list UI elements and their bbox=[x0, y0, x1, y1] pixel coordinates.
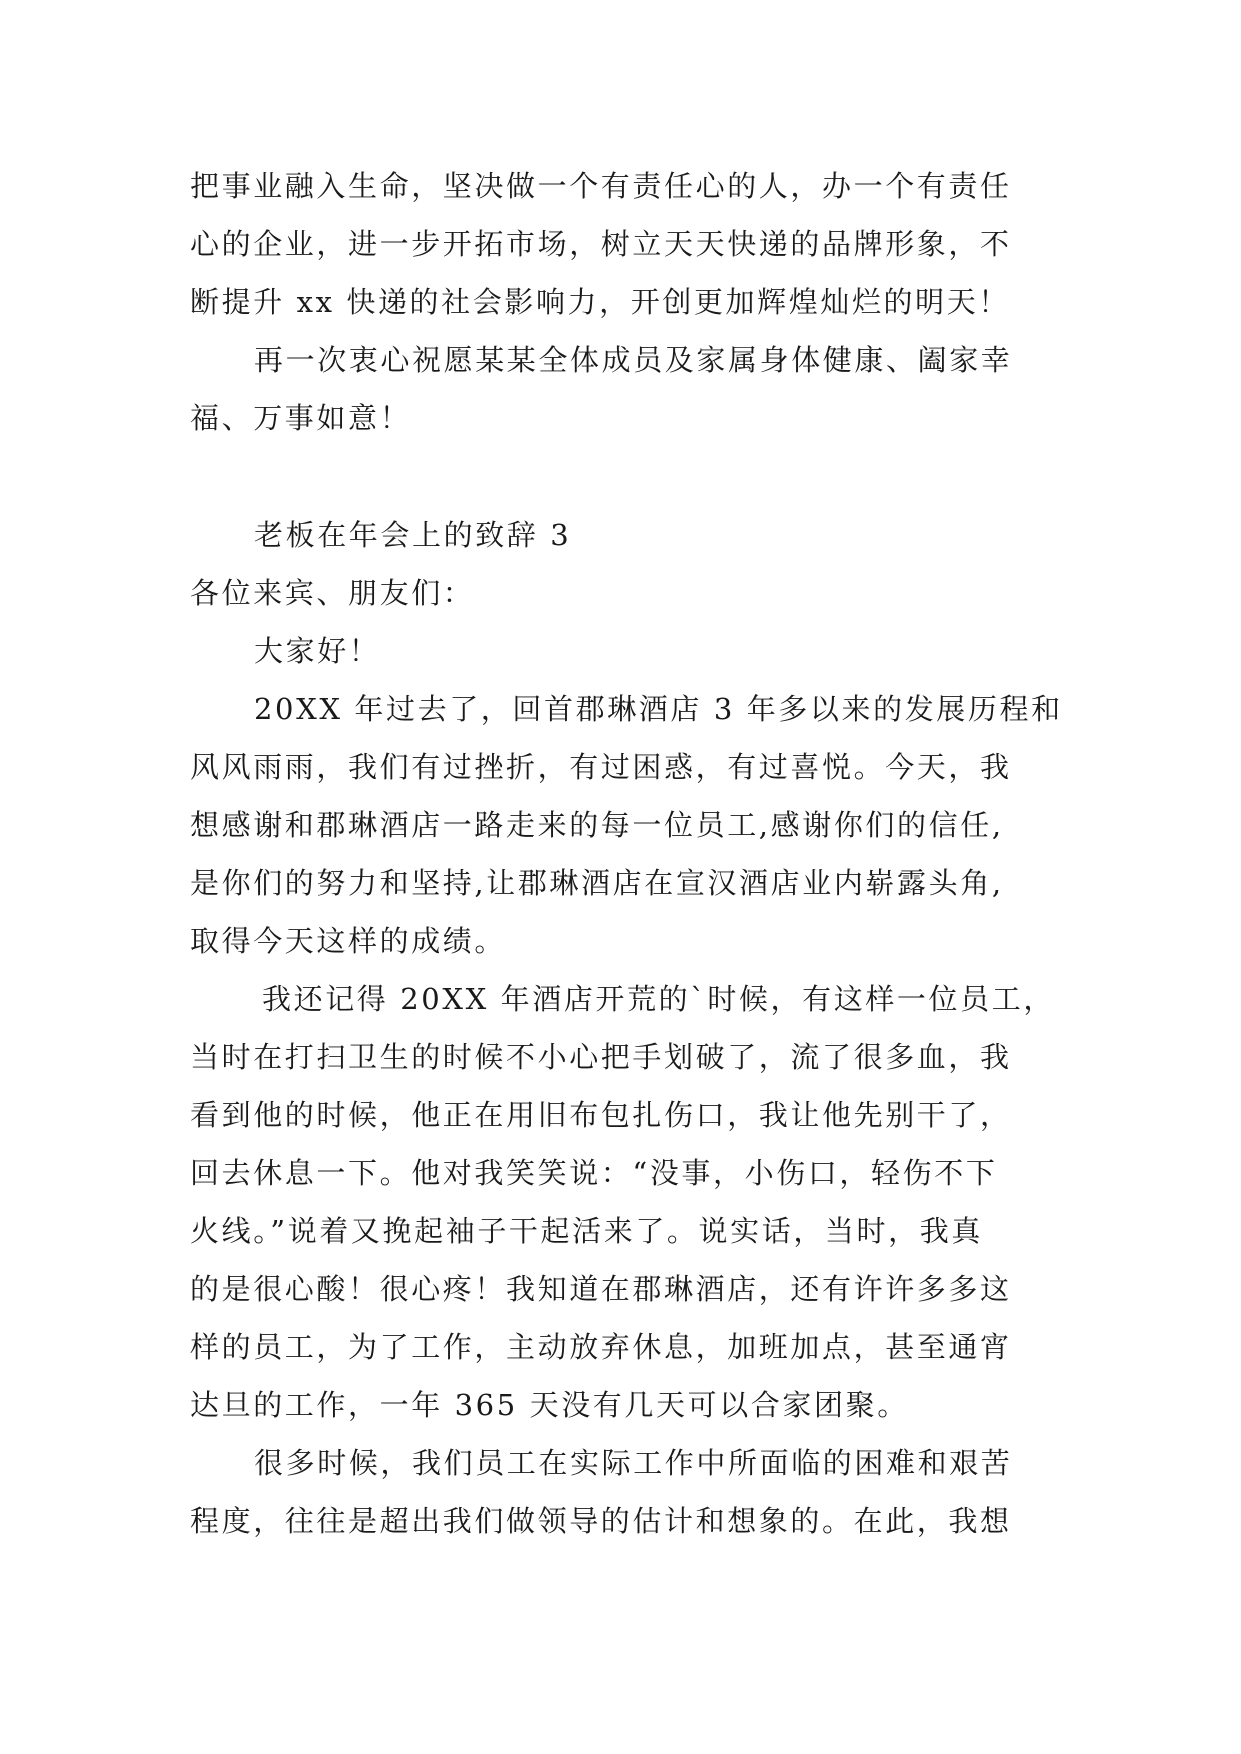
paragraph-line: 我还记得 20XX 年酒店开荒的`时候，有这样一位员工， bbox=[262, 982, 1055, 1016]
paragraph-line: 的是很心酸！很心疼！我知道在郡琳酒店，还有许许多多这 bbox=[190, 1272, 1012, 1306]
paragraph-line: 心的企业，进一步开拓市场，树立天天快递的品牌形象，不 bbox=[190, 227, 1012, 261]
paragraph-line: 当时在打扫卫生的时候不小心把手划破了，流了很多血，我 bbox=[190, 1040, 1012, 1074]
paragraph-line: 很多时候，我们员工在实际工作中所面临的困难和艰苦 bbox=[254, 1446, 1013, 1480]
paragraph-line: 把事业融入生命，坚决做一个有责任心的人，办一个有责任 bbox=[190, 169, 1012, 203]
paragraph-line: 断提升 xx 快递的社会影响力，开创更加辉煌灿烂的明天！ bbox=[190, 285, 1010, 319]
paragraph-line: 火线。”说着又挽起袖子干起活来了。说实话，当时，我真 bbox=[190, 1214, 983, 1248]
paragraph-line: 程度，往往是超出我们做领导的估计和想象的。在此，我想 bbox=[190, 1504, 1012, 1538]
paragraph-line: 看到他的时候，他正在用旧布包扎伤口，我让他先别干了， bbox=[190, 1098, 1012, 1132]
section-heading: 老板在年会上的致辞 3 bbox=[254, 518, 572, 552]
paragraph-line: 想感谢和郡琳酒店一路走来的每一位员工,感谢你们的信任, bbox=[190, 808, 1004, 842]
paragraph-line: 福、万事如意！ bbox=[190, 401, 412, 435]
salutation: 各位来宾、朋友们： bbox=[190, 576, 475, 610]
paragraph-line: 样的员工，为了工作，主动放弃休息，加班加点，甚至通宵 bbox=[190, 1330, 1012, 1364]
paragraph-line: 取得今天这样的成绩。 bbox=[190, 924, 507, 958]
paragraph-line: 达旦的工作，一年 365 天没有几天可以合家团聚。 bbox=[190, 1388, 909, 1422]
paragraph-line: 是你们的努力和坚持,让郡琳酒店在宣汉酒店业内崭露头角, bbox=[190, 866, 1004, 900]
paragraph-line: 20XX 年过去了，回首郡琳酒店 3 年多以来的发展历程和 bbox=[254, 692, 1063, 726]
paragraph-line: 风风雨雨，我们有过挫折，有过困惑，有过喜悦。今天，我 bbox=[190, 750, 1012, 784]
paragraph-line: 回去休息一下。他对我笑笑说：“没事，小伤口，轻伤不下 bbox=[190, 1156, 998, 1190]
paragraph-line: 再一次衷心祝愿某某全体成员及家属身体健康、阖家幸 bbox=[254, 343, 1013, 377]
greeting: 大家好！ bbox=[254, 634, 381, 668]
